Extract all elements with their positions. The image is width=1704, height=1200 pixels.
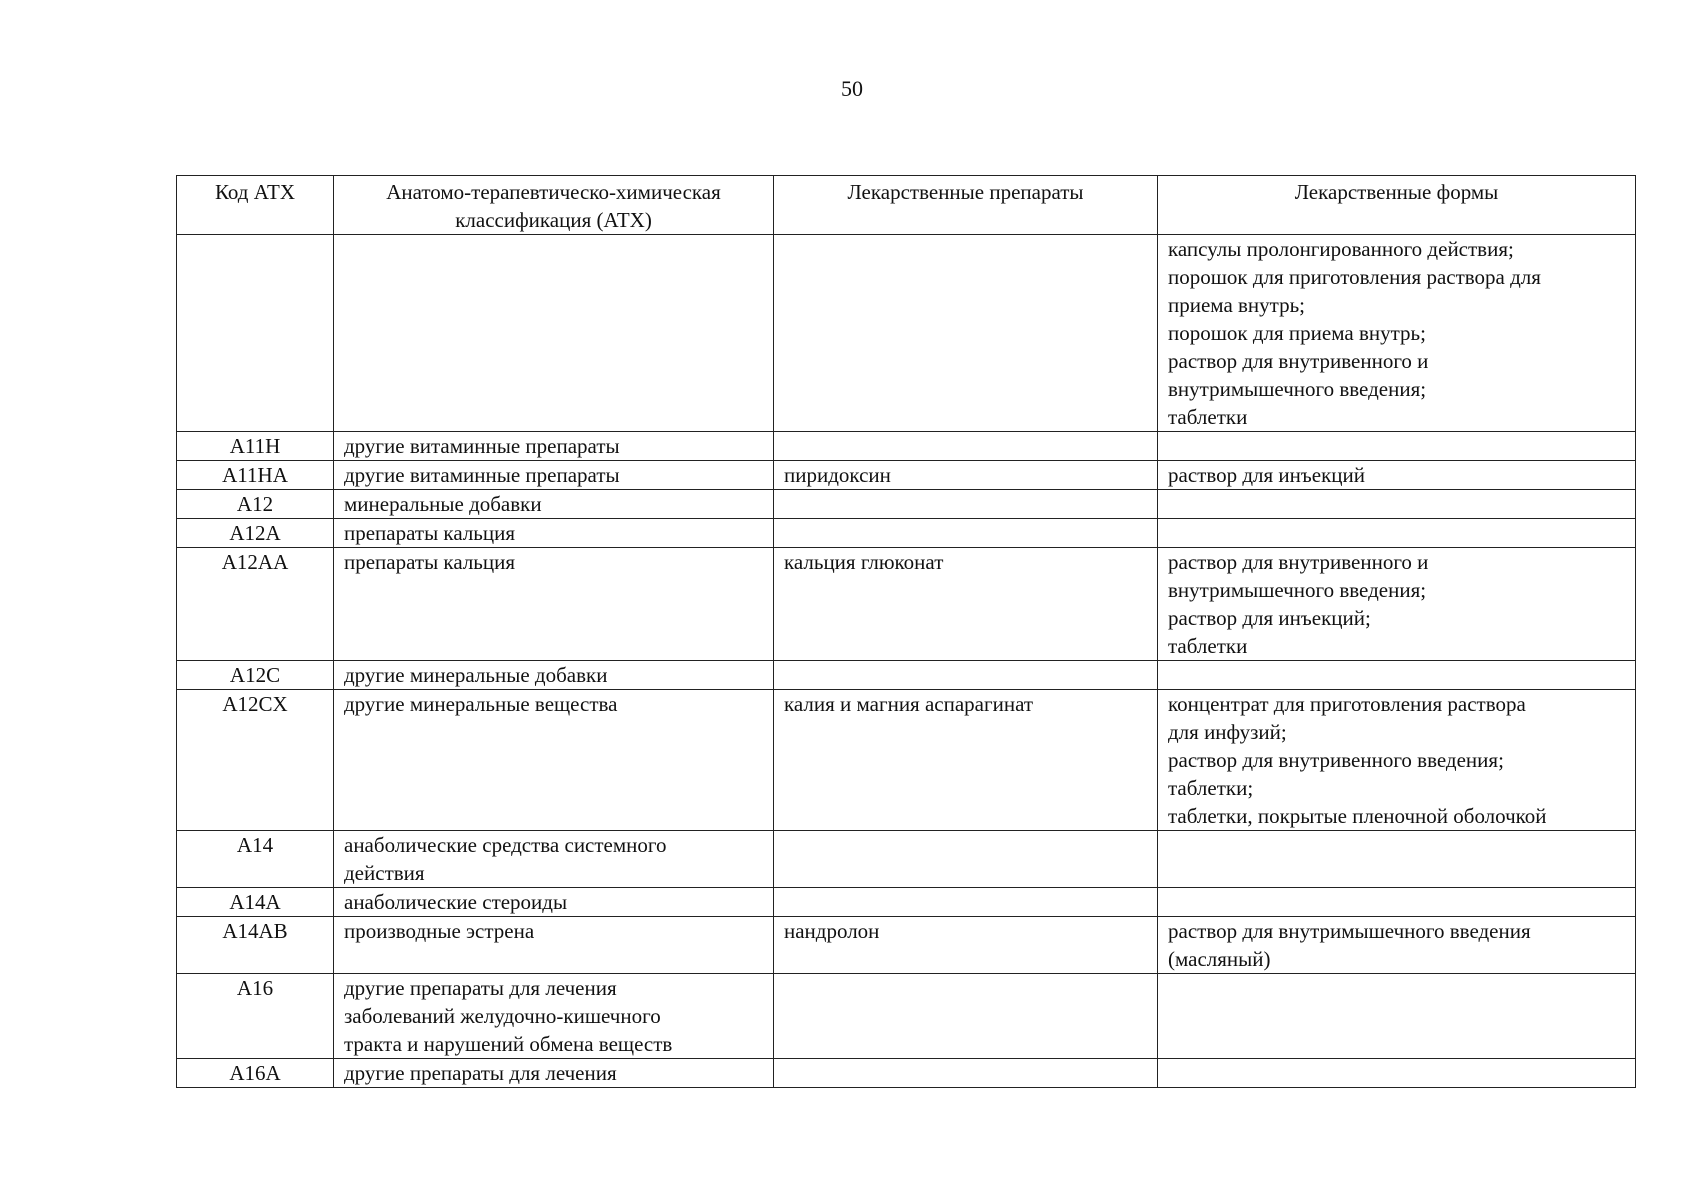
- atx-code-cell: A11H: [177, 432, 334, 461]
- classification-cell: [334, 490, 774, 519]
- classification-line: другие препараты для лечения: [344, 976, 617, 1000]
- header-forms: Лекарственные формы: [1158, 176, 1636, 235]
- dosage-form-line: порошок для приготовления раствора для: [1168, 265, 1541, 289]
- table-row: [177, 519, 1636, 548]
- atx-code-cell: A14: [177, 831, 334, 888]
- dosage-form-line: раствор для внутривенного введения;: [1168, 748, 1504, 772]
- dosage-form-line: раствор для внутривенного и: [1168, 349, 1429, 373]
- drug-cell: [774, 1059, 1158, 1088]
- dosage-forms-cell: [1158, 974, 1636, 1059]
- classification-line: заболеваний желудочно-кишечного: [344, 1004, 661, 1028]
- dosage-form-line: внутримышечного введения;: [1168, 377, 1427, 401]
- classification-line: другие витаминные препараты: [344, 434, 620, 458]
- table-row: [177, 888, 1636, 917]
- classification-cell: [334, 974, 774, 1059]
- table-row: [177, 831, 1636, 888]
- header-drugs: Лекарственные препараты: [774, 176, 1158, 235]
- dosage-forms-cell: [1158, 831, 1636, 888]
- classification-line: другие минеральные добавки: [344, 663, 608, 687]
- dosage-form-line: раствор для инъекций: [1168, 463, 1365, 487]
- classification-line: анаболические стероиды: [344, 890, 568, 914]
- table-row: [177, 974, 1636, 1059]
- atx-code-cell: A16A: [177, 1059, 334, 1088]
- classification-line: другие препараты для лечения: [344, 1061, 617, 1085]
- drug-cell: [774, 974, 1158, 1059]
- classification-cell: [334, 888, 774, 917]
- dosage-forms-cell: [1158, 432, 1636, 461]
- dosage-form-line: таблетки: [1168, 405, 1248, 429]
- classification-line: препараты кальция: [344, 521, 516, 545]
- table-row: [177, 1059, 1636, 1088]
- dosage-forms-cell: [1158, 235, 1636, 432]
- classification-line: производные эстрена: [344, 919, 535, 943]
- dosage-form-line: таблетки;: [1168, 776, 1254, 800]
- classification-line: тракта и нарушений обмена веществ: [344, 1032, 673, 1056]
- atx-code-cell: A12A: [177, 519, 334, 548]
- dosage-forms-cell: [1158, 661, 1636, 690]
- dosage-form-line: раствор для внутривенного и: [1168, 550, 1429, 574]
- drug-cell: пиридоксин: [774, 461, 1158, 490]
- classification-cell: [334, 1059, 774, 1088]
- classification-cell: [334, 831, 774, 888]
- dosage-forms-cell: [1158, 690, 1636, 831]
- atx-code-cell: A11HA: [177, 461, 334, 490]
- table-body: [177, 235, 1636, 1088]
- table-row: [177, 490, 1636, 519]
- classification-line: действия: [344, 861, 425, 885]
- atx-code-cell: A14AB: [177, 917, 334, 974]
- dosage-form-line: приема внутрь;: [1168, 293, 1306, 317]
- classification-cell: [334, 917, 774, 974]
- drug-cell: [774, 432, 1158, 461]
- dosage-form-line: таблетки: [1168, 634, 1248, 658]
- atx-code-cell: A12: [177, 490, 334, 519]
- dosage-forms-cell: [1158, 461, 1636, 490]
- classification-cell: [334, 661, 774, 690]
- atx-code-cell: A12AA: [177, 548, 334, 661]
- header-row: [177, 176, 1636, 235]
- classification-cell: [334, 690, 774, 831]
- header-code: Код АТХ: [177, 176, 334, 235]
- table-row: [177, 690, 1636, 831]
- dosage-forms-cell: [1158, 548, 1636, 661]
- atx-code-cell: [177, 235, 334, 432]
- table-header: [177, 176, 1636, 235]
- atx-code-cell: A14A: [177, 888, 334, 917]
- drug-cell: нандролон: [774, 917, 1158, 974]
- table-row: [177, 461, 1636, 490]
- classification-line: другие минеральные вещества: [344, 692, 618, 716]
- atx-table: [176, 175, 1636, 1088]
- atx-code-cell: A12C: [177, 661, 334, 690]
- atx-code-cell: A12CX: [177, 690, 334, 831]
- table-row: [177, 917, 1636, 974]
- drug-cell: [774, 888, 1158, 917]
- table-row: [177, 235, 1636, 432]
- dosage-form-line: концентрат для приготовления раствора: [1168, 692, 1526, 716]
- classification-cell: [334, 432, 774, 461]
- dosage-forms-cell: [1158, 888, 1636, 917]
- classification-line: минеральные добавки: [344, 492, 542, 516]
- dosage-form-line: (масляный): [1168, 947, 1271, 971]
- dosage-forms-cell: [1158, 490, 1636, 519]
- drug-cell: [774, 831, 1158, 888]
- drug-cell: [774, 490, 1158, 519]
- atx-code-cell: A16: [177, 974, 334, 1059]
- drug-cell: калия и магния аспарагинат: [774, 690, 1158, 831]
- dosage-form-line: таблетки, покрытые пленочной оболочкой: [1168, 804, 1547, 828]
- classification-cell: [334, 461, 774, 490]
- table-row: [177, 548, 1636, 661]
- table-row: [177, 661, 1636, 690]
- dosage-form-line: внутримышечного введения;: [1168, 578, 1427, 602]
- classification-line: препараты кальция: [344, 550, 516, 574]
- dosage-form-line: порошок для приема внутрь;: [1168, 321, 1426, 345]
- dosage-form-line: для инфузий;: [1168, 720, 1287, 744]
- dosage-form-line: капсулы пролонгированного действия;: [1168, 237, 1514, 261]
- dosage-forms-cell: [1158, 1059, 1636, 1088]
- dosage-forms-cell: [1158, 519, 1636, 548]
- classification-cell: [334, 548, 774, 661]
- dosage-form-line: раствор для внутримышечного введения: [1168, 919, 1531, 943]
- classification-cell: [334, 235, 774, 432]
- classification-line: другие витаминные препараты: [344, 463, 620, 487]
- header-classification: Анатомо-терапевтическо-химическая классификация (АТХ): [334, 176, 774, 235]
- drug-cell: кальция глюконат: [774, 548, 1158, 661]
- classification-cell: [334, 519, 774, 548]
- drug-cell: [774, 661, 1158, 690]
- drug-cell: [774, 235, 1158, 432]
- page-number: 50: [841, 76, 863, 101]
- drug-cell: [774, 519, 1158, 548]
- dosage-form-line: раствор для инъекций;: [1168, 606, 1371, 630]
- classification-line: анаболические средства системного: [344, 833, 667, 857]
- dosage-forms-cell: [1158, 917, 1636, 974]
- table-row: [177, 432, 1636, 461]
